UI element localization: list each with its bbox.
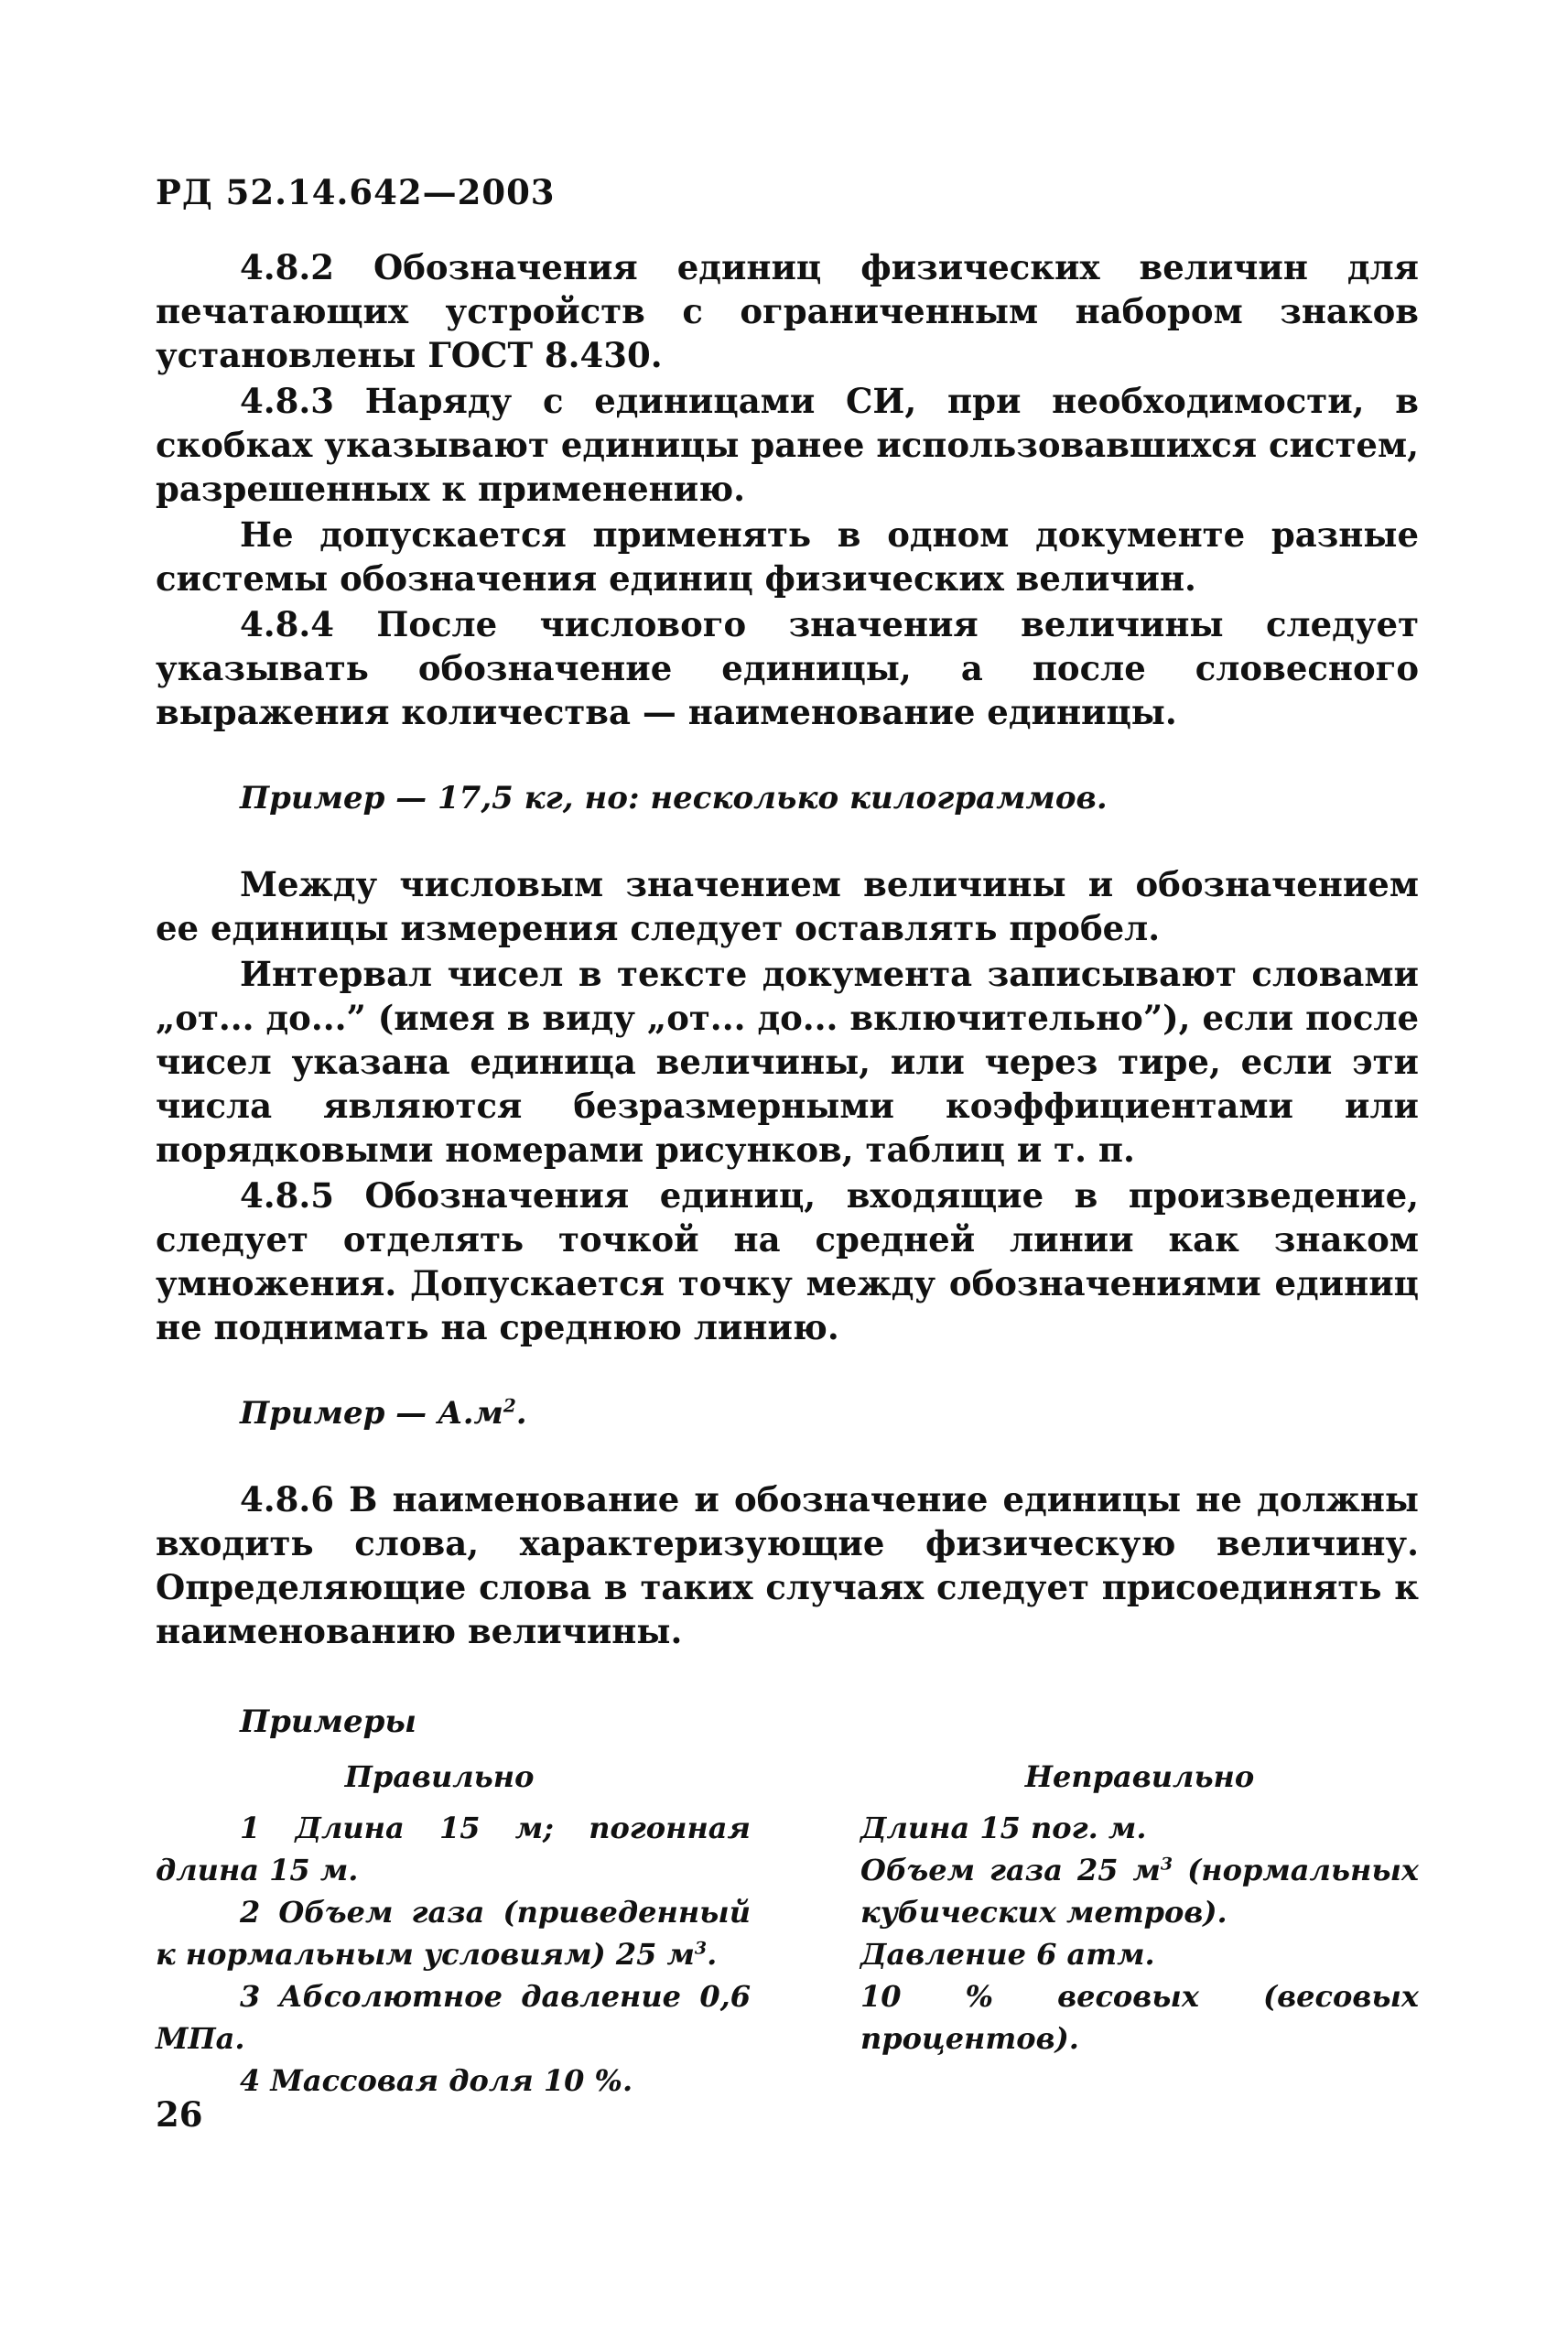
examples-title: Примеры xyxy=(240,1703,416,1740)
incorrect-item-4: 10 % весовых (весовых процентов). xyxy=(860,1979,1419,2056)
incorrect-item-3: Давление 6 атм. xyxy=(860,1937,1155,1972)
document-body xyxy=(156,245,1419,2102)
paragraph-4-8-4: 4.8.4 После числового значения величины следует указывать обозначение единицы, а после словесного выражения количества — наименование единицы. xyxy=(156,604,1419,732)
incorrect-item-2-text: Объем газа 25 м xyxy=(860,1853,1161,1887)
document-page xyxy=(156,0,1419,2325)
examples-table xyxy=(156,1756,1419,2102)
example-ampere-meter-text: Пример — А.м xyxy=(240,1395,503,1432)
example-kilograms: Пример — 17,5 кг, но: несколько килограммов. xyxy=(240,780,1108,816)
example-ampere-meter-exponent: 2 xyxy=(503,1394,516,1417)
correct-item-2-exponent: 3 xyxy=(694,1938,708,1959)
document-code-header: РД 52.14.642—2003 xyxy=(156,172,556,212)
correct-column xyxy=(156,1756,751,2102)
paragraph-4-8-6: 4.8.6 В наименование и обозначение единицы не должны входить слова, характеризующие физическую величину. Определяющие слова в таких случаях следует присоединять к наименованию величины. xyxy=(156,1479,1419,1651)
example-ampere-meter xyxy=(156,1391,1419,1435)
paragraph-4-8-3-continued: Не допускается применять в одном документе разные системы обозначения единиц физических величин. xyxy=(156,514,1419,599)
paragraph-4-8-5: 4.8.5 Обозначения единиц, входящие в произведение, следует отделять точкой на средней линии как знаком умножения. Допускается точку между обозначениями единиц не поднимать на среднюю линию. xyxy=(156,1175,1419,1347)
paragraph-4-8-3: 4.8.3 Наряду с единицами СИ, при необходимости, в скобках указывают единицы ранее использовавшихся систем, разрешенных к применению. xyxy=(156,381,1419,509)
incorrect-item-2-exponent: 3 xyxy=(1160,1854,1173,1875)
correct-item-2 xyxy=(156,1891,751,1975)
paragraph-interval-rule: Интервал чисел в тексте документа записывают словами „от... до...” (имея в виду „от... до... включительно”), если после чисел указана единица величины, или через тире, если эти числа являются безразмерными коэффициентами или порядковыми номерами рисунков, таблиц и т. п. xyxy=(156,954,1419,1170)
correct-item-2-text: 2 Объем газа (приведенный к нормальным условиям) 25 м xyxy=(156,1895,751,1972)
correct-heading: Правильно xyxy=(344,1759,535,1794)
correct-item-1: 1 Длина 15 м; погонная длина 15 м. xyxy=(156,1811,751,1887)
correct-item-2-end: . xyxy=(707,1937,718,1972)
incorrect-item-2 xyxy=(860,1849,1419,1933)
example-ampere-meter-end: . xyxy=(515,1395,527,1432)
incorrect-column xyxy=(860,1756,1419,2102)
paragraph-4-8-2: 4.8.2 Обозначения единиц физических величин для печатающих устройств с ограниченным набором знаков установлены ГОСТ 8.430. xyxy=(156,247,1419,375)
page-number: 26 xyxy=(156,2094,203,2135)
paragraph-space-rule: Между числовым значением величины и обозначением ее единицы измерения следует оставлять пробел. xyxy=(156,864,1419,948)
correct-item-4: 4 Массовая доля 10 %. xyxy=(240,2063,633,2098)
incorrect-item-1: Длина 15 пог. м. xyxy=(860,1811,1147,1845)
incorrect-item-2-end: (нормальных кубических метров). xyxy=(860,1853,1420,1930)
incorrect-heading: Неправильно xyxy=(1024,1759,1255,1794)
correct-item-3: 3 Абсолютное давление 0,6 МПа. xyxy=(156,1979,751,2056)
